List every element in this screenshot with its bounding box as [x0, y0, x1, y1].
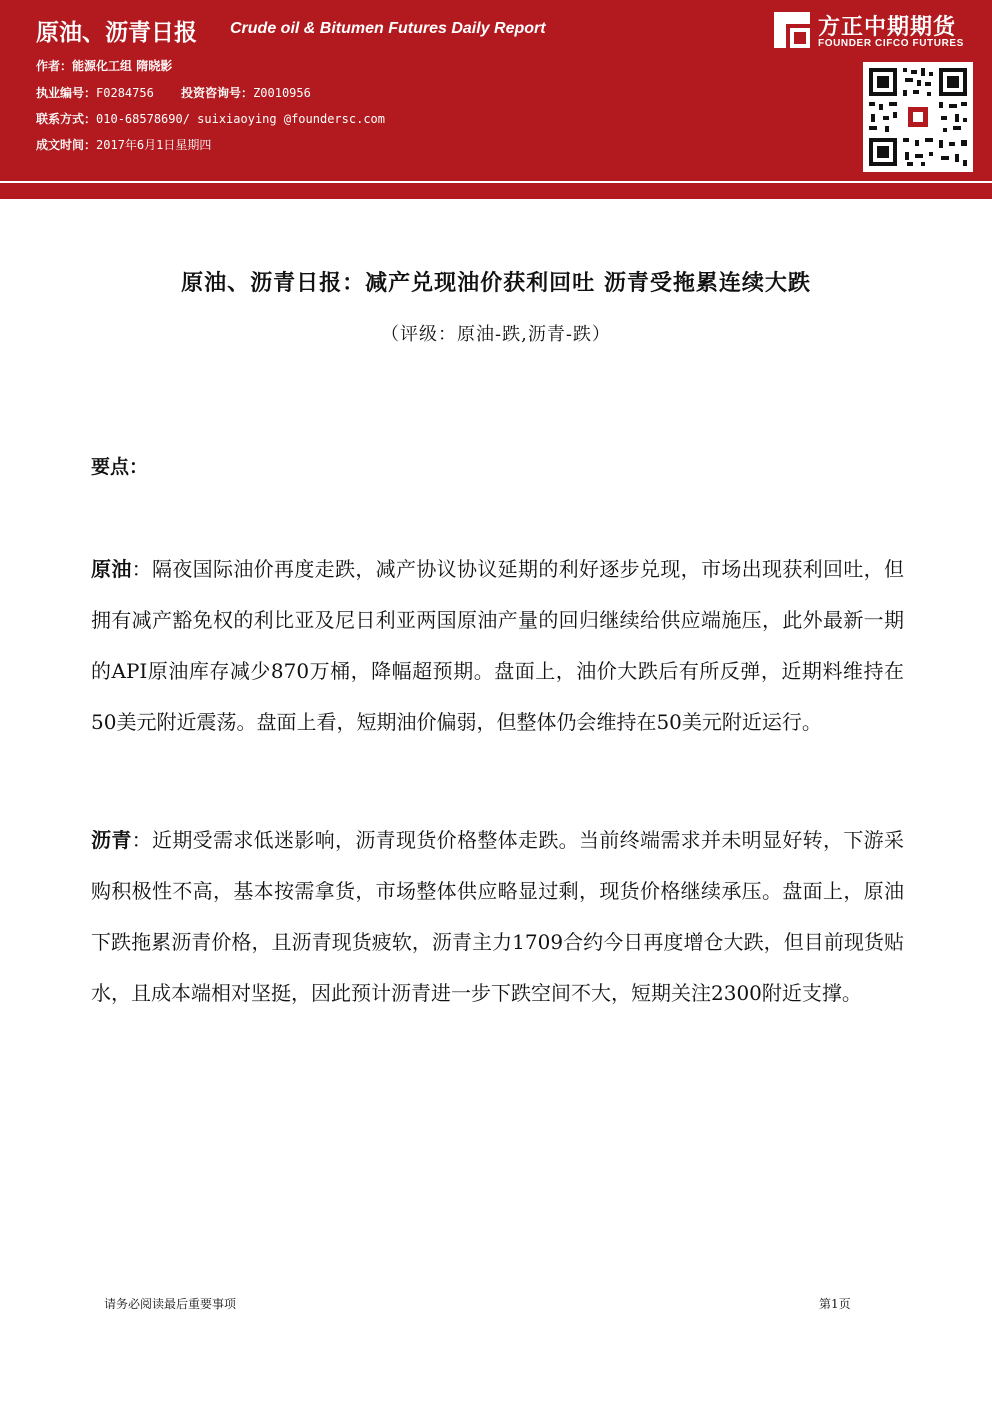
qr-code-icon — [863, 62, 973, 172]
report-title-cn: 原油、沥青日报 — [36, 20, 197, 46]
author-line — [36, 57, 172, 74]
bitumen-paragraph — [91, 815, 904, 1019]
consult-value: Z0010956 — [253, 86, 311, 100]
logo-name-cn: 方正中期期货 — [818, 15, 957, 40]
date-label: 成文时间： — [36, 138, 97, 152]
consult-label: 投资咨询号： — [181, 86, 254, 100]
license-value: F0284756 — [96, 86, 154, 100]
report-header — [0, 0, 992, 181]
document-title: 原油、沥青日报：减产兑现油价获利回吐 沥青受拖累连续大跌 — [181, 271, 811, 296]
header-bottom-band — [0, 183, 992, 199]
bitumen-text: ：近期受需求低迷影响，沥青现货价格整体走跌。当前终端需求并未明显好转，下游采购积极性不高，基本按需拿货，市场整体供应略显过剩，现货价格继续承压。盘面上，原油下跌拖累沥青价格，且沥青现货疲软，沥青主力1709合约今日再度增仓大跌，但目前现货贴水，且成本端相对坚挺，因此预计沥青进一步下跌空间不大，短期关注2300附近支撑。 — [91, 828, 905, 1005]
keypoints-heading: 要点： — [91, 456, 149, 478]
founder-cifco-logo — [772, 8, 982, 56]
author-value: 能源化工组 隋晓影 — [72, 59, 173, 73]
crude-oil-paragraph — [91, 544, 904, 748]
crude-oil-label: 原油 — [91, 557, 132, 581]
bitumen-label: 沥青 — [91, 828, 132, 852]
footer-notice: 请务必阅读最后重要事项 — [104, 1297, 237, 1311]
date-value: 2017年6月1日星期四 — [96, 138, 212, 152]
founder-logo-icon — [772, 10, 812, 50]
crude-oil-text: ：隔夜国际油价再度走跌，减产协议协议延期的利好逐步兑现，市场出现获利回吐，但拥有减产豁免权的利比亚及尼日利亚两国原油产量的回归继续给供应端施压，此外最新一期的API原油库存减少870万桶，降幅超预期。盘面上，油价大跌后有所反弹，近期料维持在50美元附近震荡。盘面上看，短期油价偏弱，但整体仍会维持在50美元附近运行。 — [91, 557, 905, 734]
contact-value: 010-68578690/ suixiaoying @foundersc.com — [96, 112, 385, 126]
date-line — [36, 136, 211, 153]
logo-name-en: FOUNDER CIFCO FUTURES — [818, 38, 964, 49]
report-title-en: Crude oil & Bitumen Futures Daily Report — [230, 20, 546, 37]
license-line — [36, 84, 311, 101]
license-label: 执业编号： — [36, 86, 97, 100]
author-label: 作者： — [36, 59, 73, 73]
contact-line — [36, 110, 385, 127]
page-number: 第1页 — [819, 1297, 851, 1311]
document-rating: （评级：原油-跌,沥青-跌） — [381, 324, 611, 345]
contact-label: 联系方式： — [36, 112, 97, 126]
